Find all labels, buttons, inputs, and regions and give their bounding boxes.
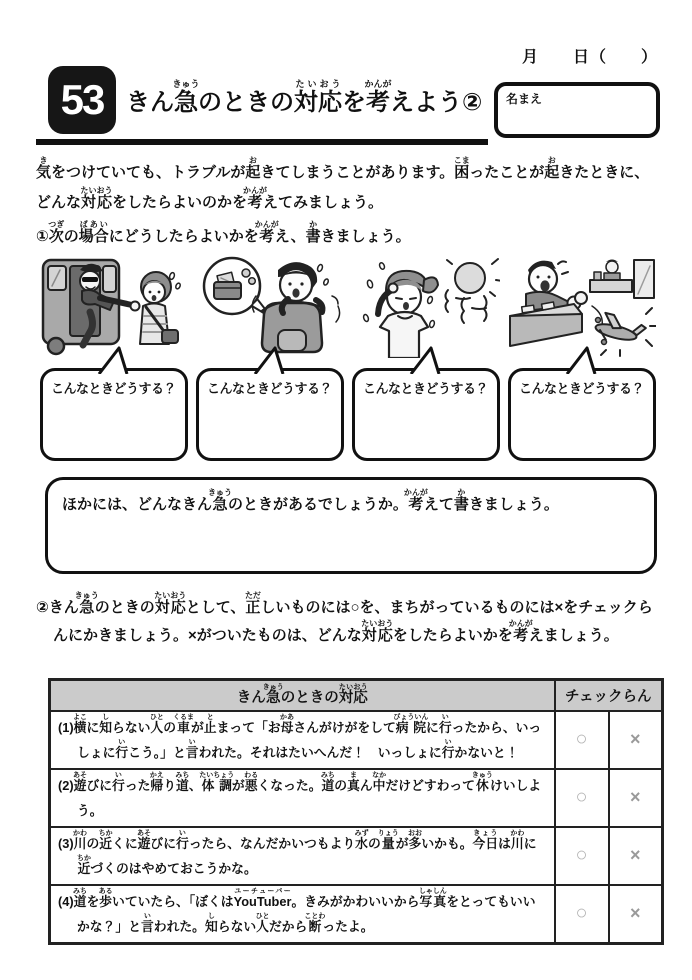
cross-mark[interactable]: × [630, 903, 641, 923]
emergency-response-check-table [48, 678, 664, 945]
cross-check-cell-2[interactable] [609, 769, 663, 827]
cross-mark[interactable]: × [630, 729, 641, 749]
question2-prompt: ②きん急きゅうのときの対応たいおうとして、正ただしいものには○を、まちがっているものには×をチェックらんにかきましょう。×がついたものは、どんな対応たいおうをしたらよいかを考かんがえましょう。 [36, 591, 653, 644]
question1-prompt: ①次つぎの場合ばあいにどうしたらよいかを考かんがえ、書かきましょう。 [36, 220, 411, 245]
cross-mark[interactable]: × [630, 787, 641, 807]
table-row [50, 711, 663, 769]
name-input-box[interactable] [494, 82, 660, 138]
table-row [50, 769, 663, 827]
bubble-tail [561, 346, 605, 374]
lesson-number-badge [48, 66, 116, 134]
name-label: 名まえ [506, 92, 543, 106]
cross-check-cell-4[interactable] [609, 885, 663, 944]
page-title: きん急きゅうのときの対応たいおうを考かんがえよう② [126, 79, 483, 116]
answer-bubble-1[interactable] [40, 368, 188, 461]
bubble-question-label: こんなときどうする？ [207, 381, 333, 396]
circle-check-cell-1[interactable] [555, 711, 609, 769]
circle-check-cell-3[interactable] [555, 827, 609, 885]
answer-bubble-2[interactable] [196, 368, 344, 461]
intro-text: 気きをつけていても、トラブルが起おきてしまうことがあります。困こまったことが起おきたときに、どんな対応たいおうをしたらよいのかを考かんがえてみましょう。 [36, 156, 650, 211]
boy-searching-backpack-lost-wallet-illustration [196, 254, 344, 358]
stranger-in-car-beckoning-girl-illustration [40, 254, 188, 358]
answer-bubbles-row [40, 368, 656, 461]
table-row [50, 827, 663, 885]
column-header-check: チェックらん [555, 680, 663, 711]
circle-check-cell-2[interactable] [555, 769, 609, 827]
boy-knocking-over-toy-plane-in-shop-illustration [508, 254, 656, 358]
bubble-tail [405, 346, 449, 374]
other-emergencies-prompt: ほかには、どんなきん急きゅうのときがあるでしょうか。考かんがえて書かきましょう。 [62, 488, 559, 513]
cross-check-cell-3[interactable] [609, 827, 663, 885]
answer-bubble-4[interactable] [508, 368, 656, 461]
situation-text-4: (4)道みちを歩あるいていたら、「ぼくはYouTuberユーチューバー。きみがかわいいから写真しゃしんをとってもいいかな？」と言いわれた。知しらない人ひとだから断ことわったよ。 [50, 885, 555, 944]
bubble-tail [249, 346, 293, 374]
circle-mark[interactable]: ○ [575, 844, 588, 866]
circle-mark[interactable]: ○ [575, 902, 588, 924]
cross-check-cell-1[interactable] [609, 711, 663, 769]
circle-mark[interactable]: ○ [575, 786, 588, 808]
girl-sweating-under-hot-sun-illustration [352, 254, 500, 358]
bubble-question-label: こんなときどうする？ [363, 381, 489, 396]
answer-bubble-3[interactable] [352, 368, 500, 461]
situation-text-2: (2)遊あそびに行いった帰かえり道みち、体調たいちょうが悪わるくなった。道みちの真まん中なかだけどすわって休きゅうけいしよう。 [50, 769, 555, 827]
date-fill-in[interactable]: 月 日（ ） [521, 49, 658, 66]
cross-mark[interactable]: × [630, 845, 641, 865]
bubble-tail [93, 346, 137, 374]
other-emergencies-write-box[interactable] [45, 477, 657, 574]
situation-text-3: (3)川かわの近ちかくに遊あそびに行いったら、なんだかいつもより水みずの量りょうが多おおいかも。今日きょうは川かわに近ちかづくのはやめておこうかな。 [50, 827, 555, 885]
table-row [50, 885, 663, 944]
title-divider [36, 139, 488, 145]
circle-mark[interactable]: ○ [575, 728, 588, 750]
bubble-question-label: こんなときどうする？ [519, 381, 645, 396]
lesson-number: 53 [60, 76, 104, 123]
circle-check-cell-4[interactable] [555, 885, 609, 944]
table-header-row [50, 680, 663, 711]
scenario-illustrations-row [40, 254, 656, 358]
situation-text-1: (1)横よこに知しらない人ひとの車くるまが止とまって「お母かあさんがけがをして病院びょういんに行いったから、いっしょに行いこう。」と言いわれた。それはたいへんだ！ いっしょに行いかないと！ [50, 711, 555, 769]
column-header-situation: きん急きゅうのときの対応たいおう [50, 680, 555, 711]
bubble-question-label: こんなときどうする？ [51, 381, 177, 396]
